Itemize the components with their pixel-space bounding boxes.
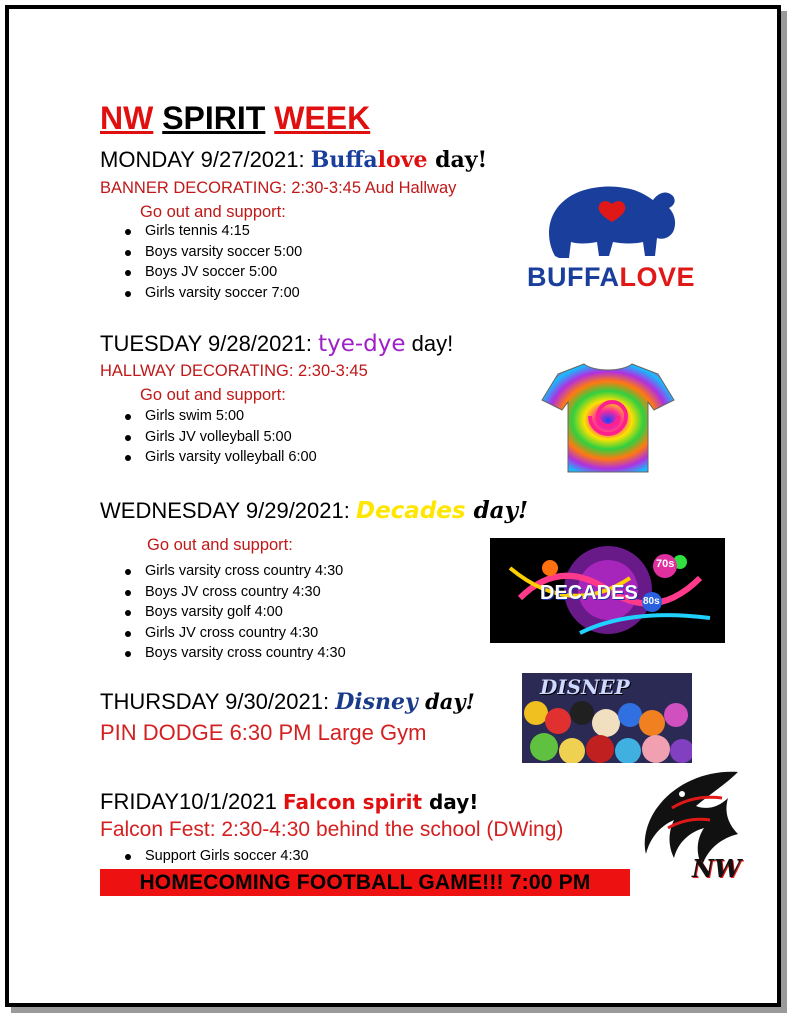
decades-badge-80s: 80s <box>643 596 660 607</box>
buffalove-logo-text <box>527 262 695 293</box>
list-item: Boys JV soccer 5:00 <box>119 262 302 283</box>
monday-theme-love: love <box>377 147 428 173</box>
friday-activity: Falcon Fest: 2:30-4:30 behind the school (DWing) <box>100 818 564 841</box>
tuesday-support-label: Go out and support: <box>140 386 286 404</box>
list-item: Girls varsity soccer 7:00 <box>119 283 302 304</box>
tuesday-heading <box>100 331 453 357</box>
decades-image <box>490 538 725 643</box>
monday-support-label: Go out and support: <box>140 203 286 221</box>
thursday-date: THURSDAY 9/30/2021: <box>100 689 336 714</box>
wednesday-day: day! <box>465 497 529 524</box>
monday-heading <box>100 147 487 173</box>
wednesday-list <box>119 561 346 664</box>
disney-characters-image <box>522 673 692 763</box>
monday-activity: BANNER DECORATING: 2:30-3:45 Aud Hallway <box>100 179 457 197</box>
falcon-logo <box>638 768 754 890</box>
monday-list <box>119 221 302 303</box>
decades-logo-text: DECADES <box>540 582 638 604</box>
friday-heading <box>100 789 478 815</box>
list-item: Girls tennis 4:15 <box>119 221 302 242</box>
tuesday-date: TUESDAY 9/28/2021: <box>100 331 319 356</box>
title-spirit: SPIRIT <box>162 100 266 136</box>
friday-date: FRIDAY10/1/2021 <box>100 789 284 814</box>
title-week: WEEK <box>274 100 371 136</box>
homecoming-banner: HOMECOMING FOOTBALL GAME!!! 7:00 PM <box>100 869 630 896</box>
wednesday-heading <box>100 497 528 524</box>
tie-dye-shirt-image <box>538 356 678 476</box>
thursday-theme: Disney <box>335 689 418 715</box>
thursday-activity: PIN DODGE 6:30 PM Large Gym <box>100 720 427 745</box>
thursday-day: day! <box>417 689 475 714</box>
disney-logo-text: DISNEP <box>540 675 630 699</box>
tuesday-activity: HALLWAY DECORATING: 2:30-3:45 <box>100 362 368 380</box>
wednesday-support-label: Go out and support: <box>147 536 293 554</box>
thursday-heading <box>100 689 475 715</box>
list-item: Boys varsity cross country 4:30 <box>119 643 346 664</box>
monday-date: MONDAY 9/27/2021: <box>100 147 311 172</box>
friday-list <box>119 846 309 867</box>
buffalove-logo <box>527 178 699 298</box>
list-item: Boys JV cross country 4:30 <box>119 582 346 603</box>
list-item: Girls varsity volleyball 6:00 <box>119 447 317 468</box>
title-nw: NW <box>100 100 154 136</box>
tuesday-list <box>119 406 317 468</box>
tshirt-icon <box>538 356 678 476</box>
wednesday-theme: Decades <box>355 498 466 524</box>
logo-love: LOVE <box>619 262 696 292</box>
list-item: Girls swim 5:00 <box>119 406 317 427</box>
decades-badge-70s: 70s <box>656 558 675 570</box>
flyer-title <box>100 100 370 137</box>
monday-day: day! <box>427 147 488 173</box>
friday-theme: Falcon spirit <box>283 790 423 814</box>
list-item: Boys varsity golf 4:00 <box>119 602 346 623</box>
wednesday-date: WEDNESDAY 9/29/2021: <box>100 498 356 523</box>
list-item: Girls varsity cross country 4:30 <box>119 561 346 582</box>
falcon-logo-text: NW <box>692 854 741 883</box>
list-item: Girls JV volleyball 5:00 <box>119 427 317 448</box>
tuesday-theme: tye-dye <box>318 331 406 357</box>
list-item: Boys varsity soccer 5:00 <box>119 242 302 263</box>
list-item: Support Girls soccer 4:30 <box>119 846 309 867</box>
friday-day: day! <box>422 790 479 814</box>
list-item: Girls JV cross country 4:30 <box>119 623 346 644</box>
logo-buffa: BUFFA <box>527 262 620 292</box>
tuesday-day: day! <box>405 331 454 356</box>
monday-theme-buffa: Buffa <box>310 147 378 173</box>
